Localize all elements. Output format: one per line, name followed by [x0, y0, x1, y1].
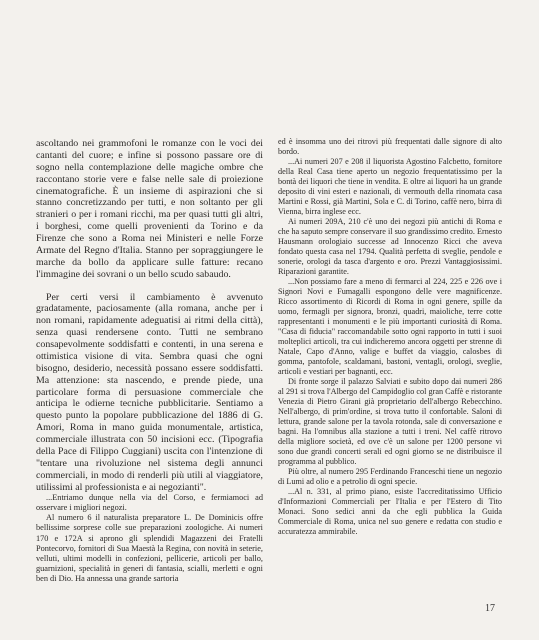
left-paragraph-2: Per certi versi il cambiamento è avvenuto gradatamente, paciosamente (alla romana, anche per i non romani, rapidamente adeguatisi ai ritmi della città), senza quasi rendersene conto. Tutti ne sembrano consapevolmente soddisfatti e contenti, in una serena e ottimistica visione di vita. Sembra quasi che ogni bisogno, desiderio, necessità possano essere soddisfatti. Ma attenzione: sta nascendo, e prende piede, una particolare forma di persuasione commerciale che anticipa le odierne tecniche pubblicitarie. Sentiamo a questo punto la popolare pubblicazione del 1886 di G. Amori, Roma in mano guida monumentale, artistica, commerciale illustrata con 50 incisioni ecc. (Tipografia della Pace di Filippo Cuggiani) uscita con l'intenzione di "tentare una rivoluzione nel sistema degli annunci commerciali, in modo di renderli più utili al viaggiatore, utilissimi al professionista e ai negozianti". — [36, 291, 263, 493]
right-paragraph-6: Più oltre, al numero 295 Ferdinando Franceschi tiene un negozio di Lumi ad olio e a petrolio di ogni specie. — [278, 467, 502, 486]
right-paragraph-3: Ai numeri 209A, 210 c'è uno dei negozi più antichi di Roma e che ha saputo sempre conservare il suo grandissimo credito. Ernesto Hausmann orologiaio successe ad Innocenzo Ricci che aveva fondato questa casa nel 1794. Qualità perfetta di sveglie, pendole e sonerie, orologi da tasca d'argento e oro. Prezzi Vantaggiosissimi. Riparazioni garantite. — [278, 217, 502, 276]
left-paragraph-1: ascoltando nei grammofoni le romanze con le voci dei cantanti del cuore; e infine si possono passare ore di sogno nella contemplazione delle magiche ombre che raccontano storie vere e false nelle sale di proiezione cinematografiche. È un insieme di aspirazioni che si stanno concretizzando per tutti, e non soltanto per gli stranieri o per i romani ricchi, ma per quasi tutti gli altri, i borghesi, come quelli provenienti da Torino e da Firenze che sono a Roma nei Ministeri e nelle Forze Armate del Regno d'Italia. Stanno per sopraggiungere le marche da bollo da applicare sulle fatture: recano l'immagine dei sovrani o un bello scudo sabaudo. — [36, 138, 263, 280]
page-number: 17 — [485, 603, 495, 614]
left-paragraph-3: ...Entriamo dunque nella via del Corso, e fermiamoci ad osservare i migliori negozi. — [36, 493, 263, 513]
right-column — [278, 137, 502, 537]
left-paragraph-4: Al numero 6 il naturalista preparatore L. De Dominicis offre bellissime sorprese colle sue preparazioni zoologiche. Ai numeri 170 e 172A si aprono gli splendidi Magazzeni dei Fratelli Pontecorvo, fornitori di Sua Maestà la Regina, con novità in seterie, velluti, ultimi modelli in confezioni, pellicerie, articoli per ballo, guarnizioni, specialità in generi di fantasia, scialli, merletti e ogni ben di Dio. Ha annessa una grande sartoria — [36, 513, 263, 583]
left-column — [36, 138, 263, 584]
right-paragraph-2: ...Ai numeri 207 e 208 il liquorista Agostino Falcbetto, fornitore della Real Casa tiene aperto un negozio frequentatissimo per la bontà dei liquori che tiene in vendita. E oltre ai liquori ha un grande deposito di vini esteri e nazionali, di vermouth della rinomata casa Martini e Rossi, già Martini, Sola e C. di Torino, caffè nero, birra di Vienna, birra inglese ecc. — [278, 157, 502, 216]
right-paragraph-1: ed è insomma uno dei ritrovi più frequentati dalle signore di alto bordo. — [278, 137, 502, 156]
right-paragraph-7: ...Al n. 331, al primo piano, esiste l'accreditatissimo Ufficio d'Informazioni Commerciali per l'Italia e per l'Estero di Tito Monaci. Sono sedici anni da che egli pubblica la Guida Commerciale di Roma, unica nel suo genere e redatta con studio e accuratezza ammirabile. — [278, 487, 502, 536]
right-paragraph-4: ...Non possiamo fare a meno di fermarci al 224, 225 e 226 ove i Signori Novi e Fumagalli espongono delle vere magnificenze. Ricco assortimento di Ricordi di Roma in ogni genere, spille da uomo, fermagli per signora, bronzi, quadri, maioliche, terre cotte rappresentanti i monumenti e le più importanti curiosità di Roma. "Casa di fiducia" raccomandabile sotto ogni rapporto in tutti i suoi molteplici articoli, tra cui indicheremo ancora oggetti per strenne di Natale, Capo d'Anno, valige e buffet da viaggio, calosbes di gomma, pantofole, scaldamani, bastoni, ventagli, orologi, sveglie, articoli e vestiari per bagnanti, ecc. — [278, 277, 502, 376]
right-paragraph-5: Di fronte sorge il palazzo Salviati e subito dopo dai numeri 286 al 291 si trova l'Albergo del Campidoglio col gran Caffè e ristorante Venezia di Pietro Girani già proprietario dell'albergo Rebecchino. Nell'albergo, di prim'ordine, si trova tutto il confortable. Saloni di lettura, grande salone per la tavola rotonda, sale di conversazione e bagni. Ha l'omnibus alla stazione a tutti i treni. Nel caffè ritrovo della migliore società, ed ove c'è un salone per 1200 persone vi sono due grandi concerti serali ed ogni giorno se ne distribuisce il programma al pubblico. — [278, 377, 502, 466]
